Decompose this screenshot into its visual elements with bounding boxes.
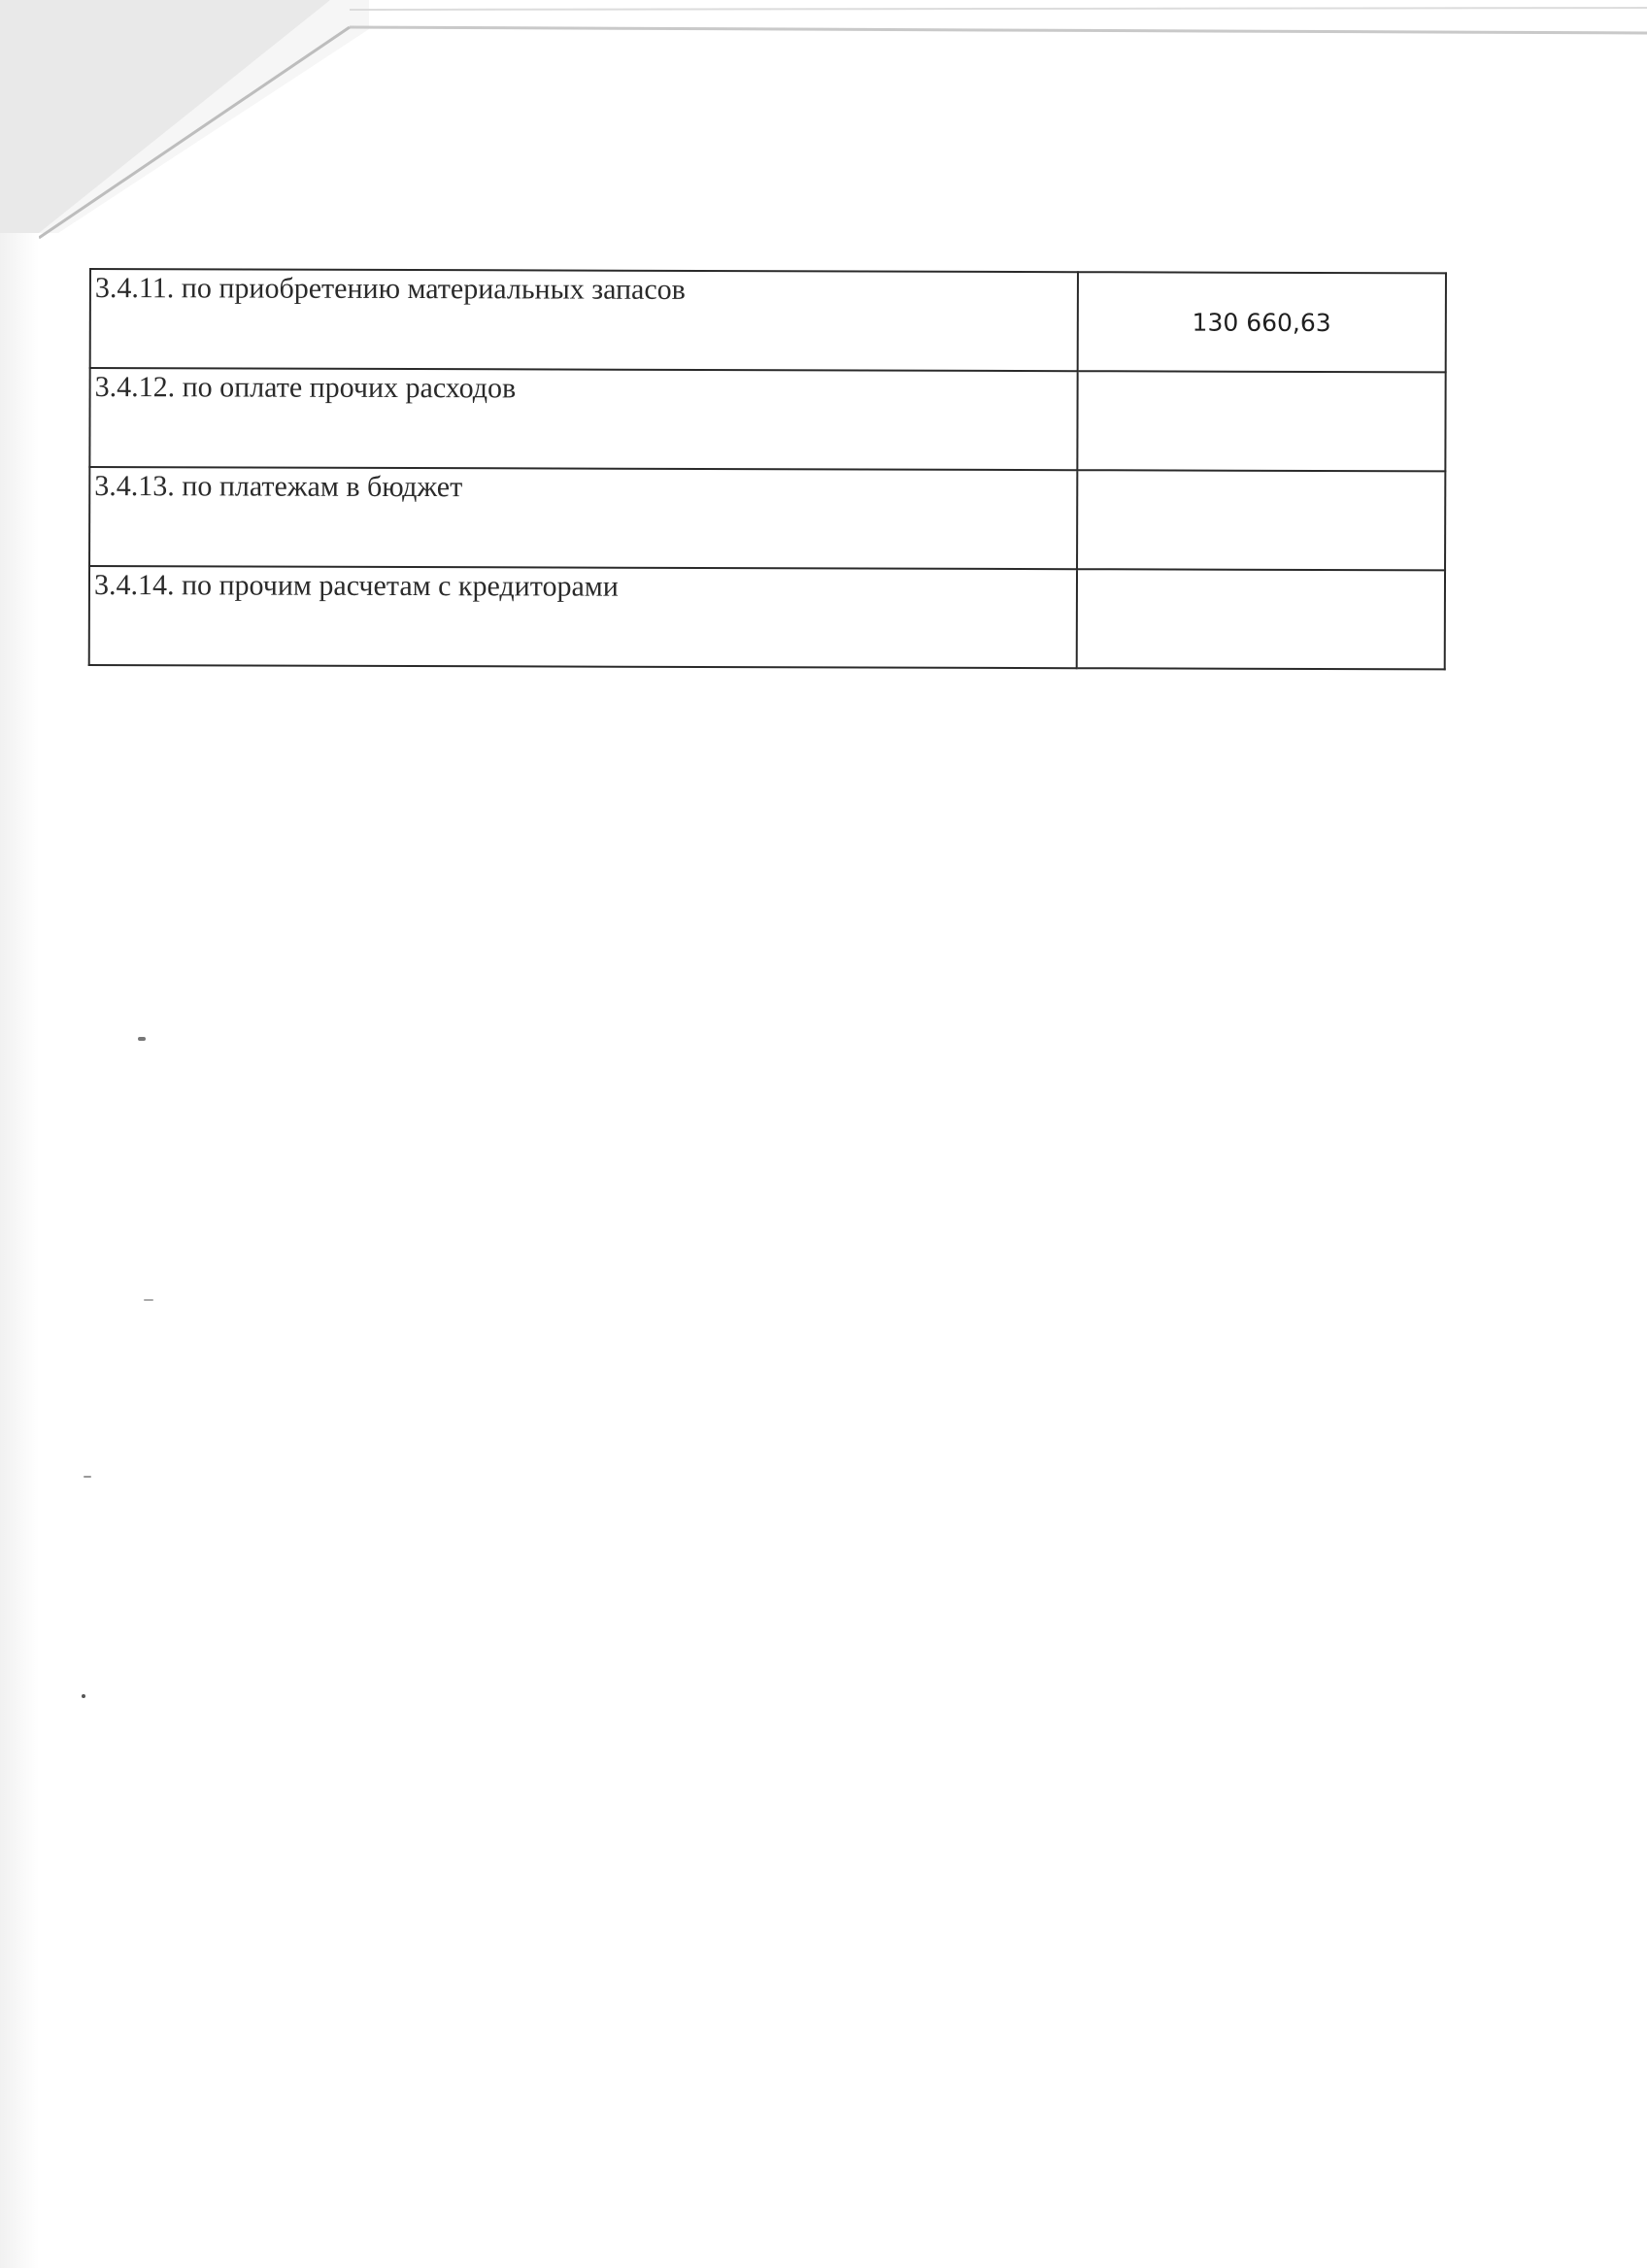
scan-speck [84,1476,91,1478]
row-value [1076,569,1445,669]
row-value [1077,470,1446,570]
table-row [89,566,1445,669]
row-label: 3.4.12. по оплате прочих расходов [89,368,1077,470]
scan-speck [138,1037,146,1041]
table-row [89,368,1445,471]
table-row [90,269,1446,372]
accounts-payable-table [88,268,1447,670]
page-edge-shadow [0,233,39,2268]
scan-speck [144,1299,153,1301]
row-label: 3.4.11. по приобретению материальных запасов [90,269,1078,371]
row-value [1077,371,1446,471]
row-value: 130 660,63 [1077,272,1446,372]
table-row [89,467,1445,570]
row-label: 3.4.13. по платежам в бюджет [89,467,1077,569]
scan-speck [82,1694,85,1698]
scan-fold-artifact [0,0,1647,291]
row-label: 3.4.14. по прочим расчетам с кредиторами [89,566,1077,668]
